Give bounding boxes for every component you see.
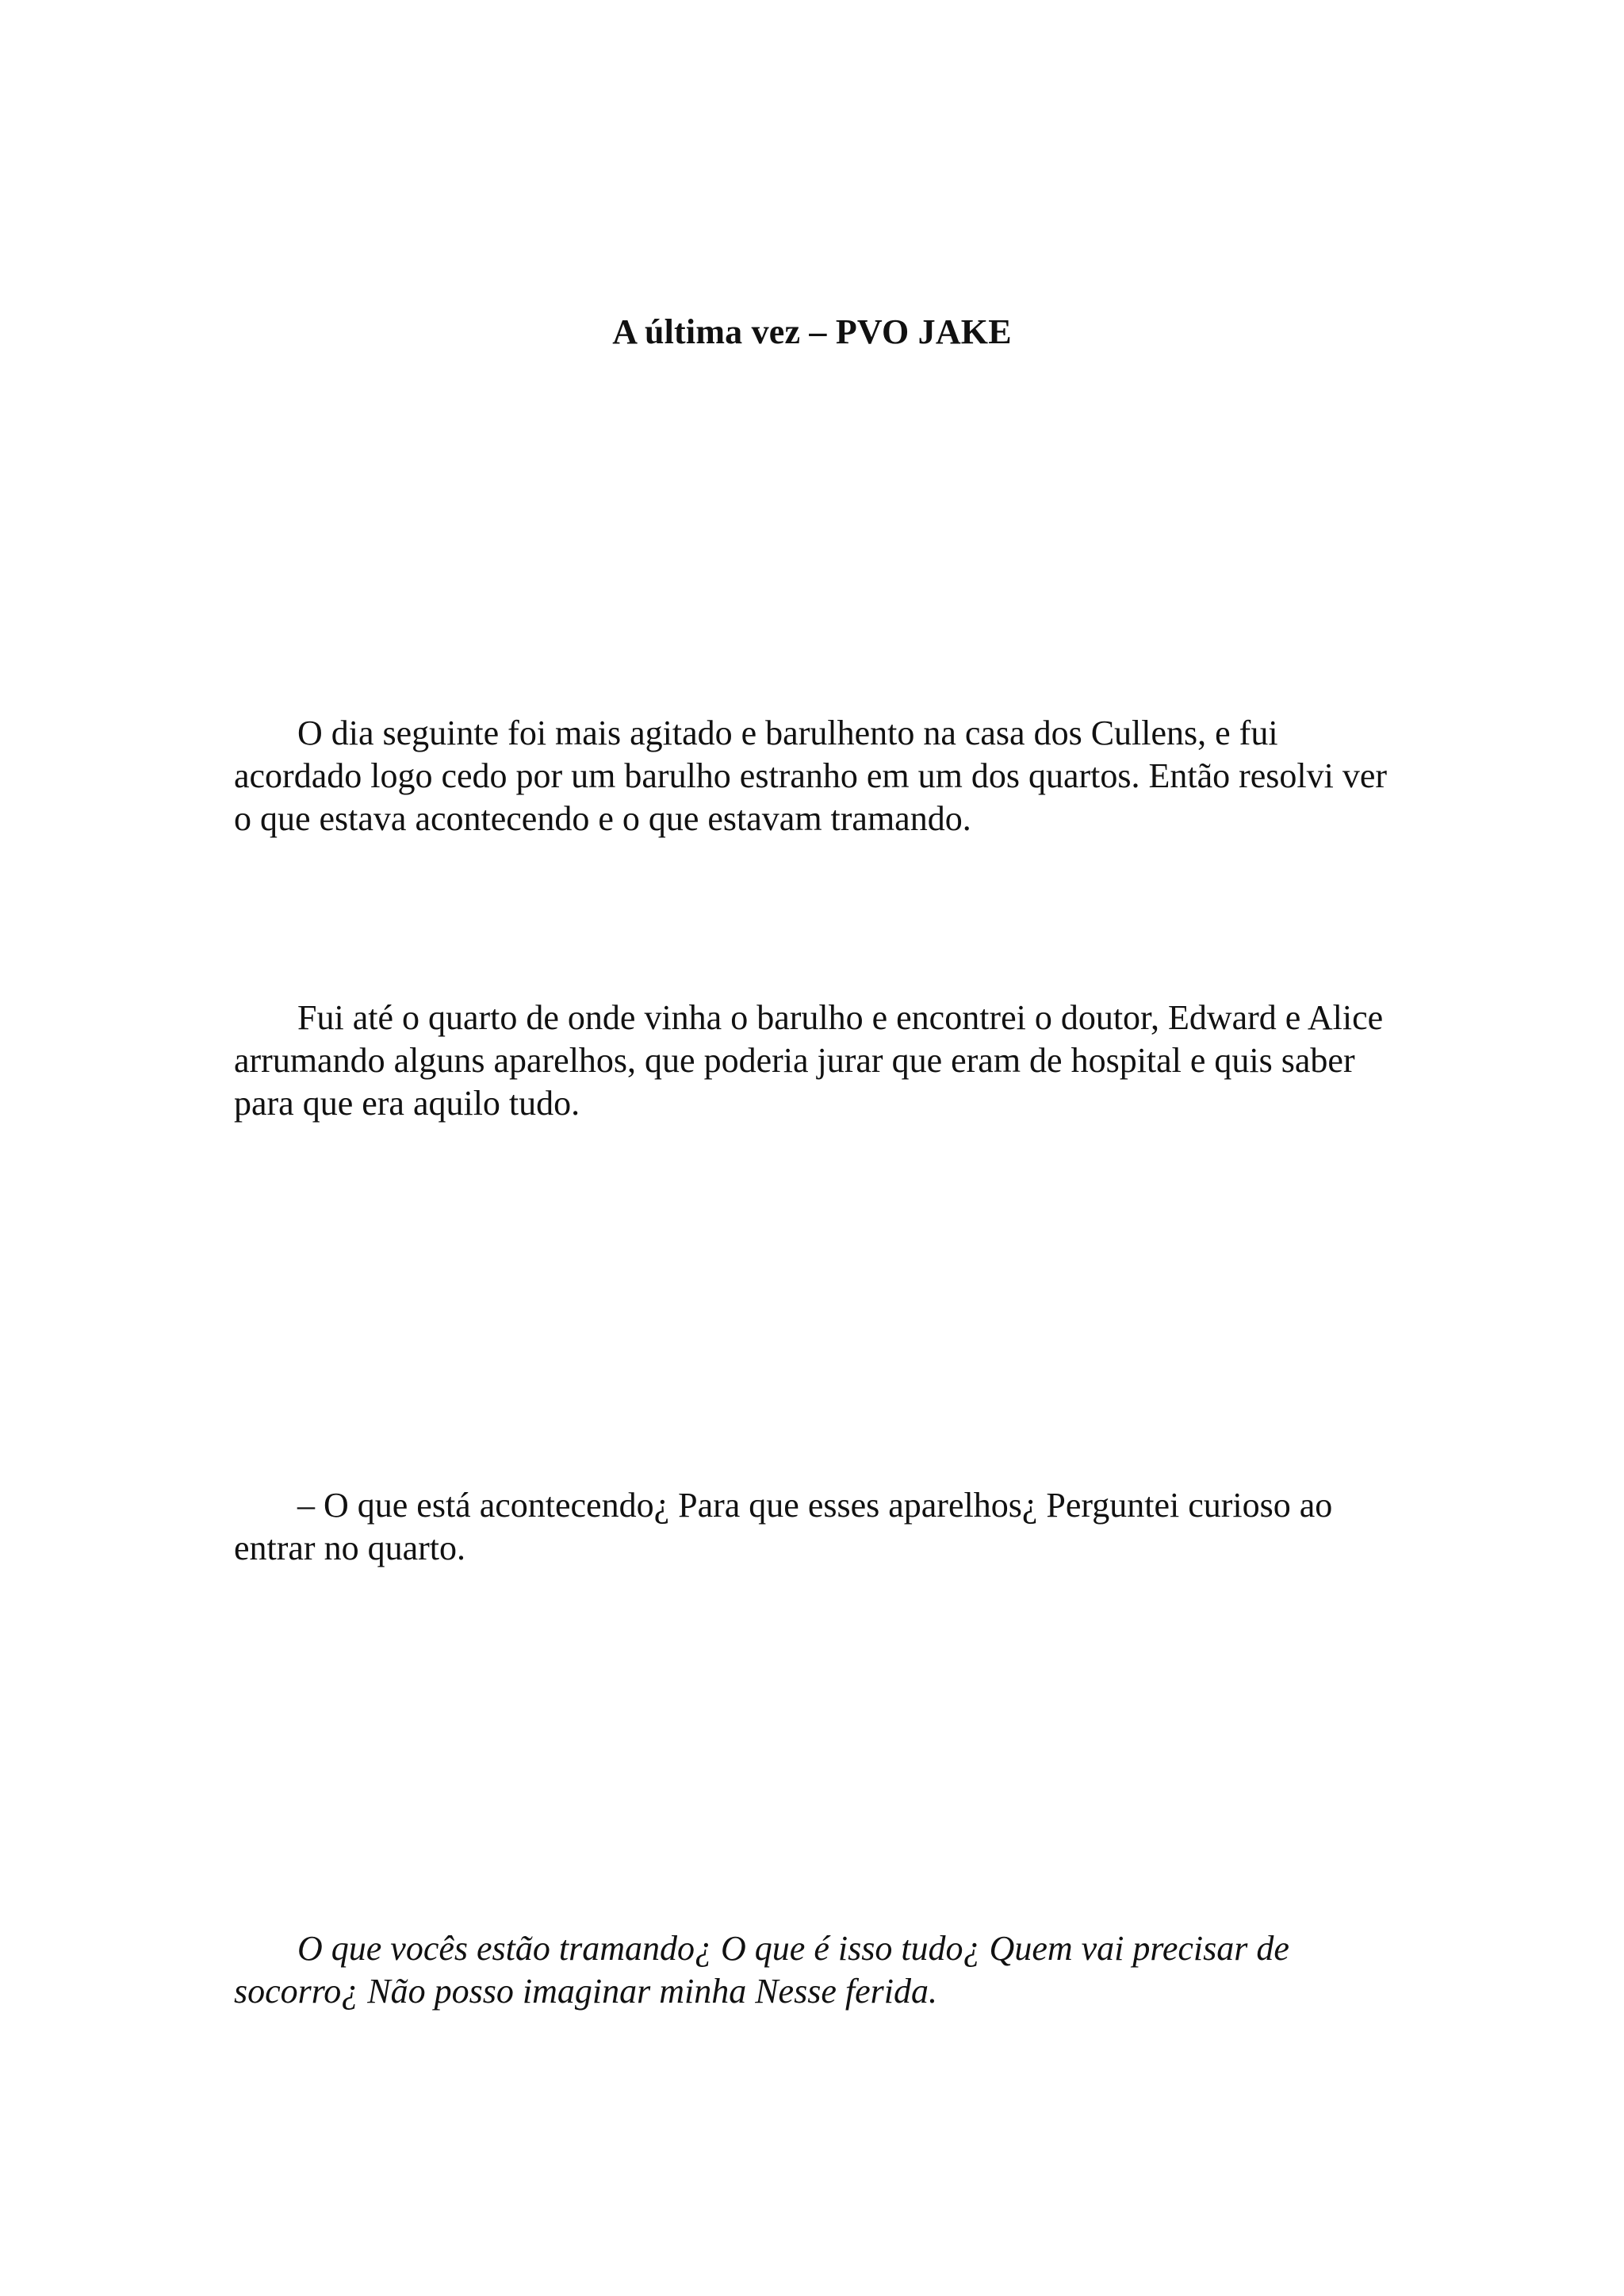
italic-thought-paragraph: O que vocês estão tramando¿ O que é isso tudo¿ Quem vai precisar de socorro¿ Não posso imaginar minha Nesse ferida.	[234, 1929, 1289, 2011]
chapter-title: A última vez – PVO JAKE	[612, 312, 1012, 351]
paragraph-2: Fui até o quarto de onde vinha o barulho e encontrei o doutor, Edward e Alice arrumando alguns aparelhos, que poderia jurar que eram de hospital e quis saber para que era aquilo tudo.	[234, 998, 1384, 1123]
dialogue-paragraph: – O que está acontecendo¿ Para que esses aparelhos¿ Perguntei curioso ao entrar no quarto.	[234, 1486, 1333, 1567]
paragraph-1: O dia seguinte foi mais agitado e barulhento na casa dos Cullens, e fui acordado logo cedo por um barulho estranho em um dos quartos. Então resolvi ver o que estava acontecendo e o que estavam tramando.	[234, 714, 1388, 838]
